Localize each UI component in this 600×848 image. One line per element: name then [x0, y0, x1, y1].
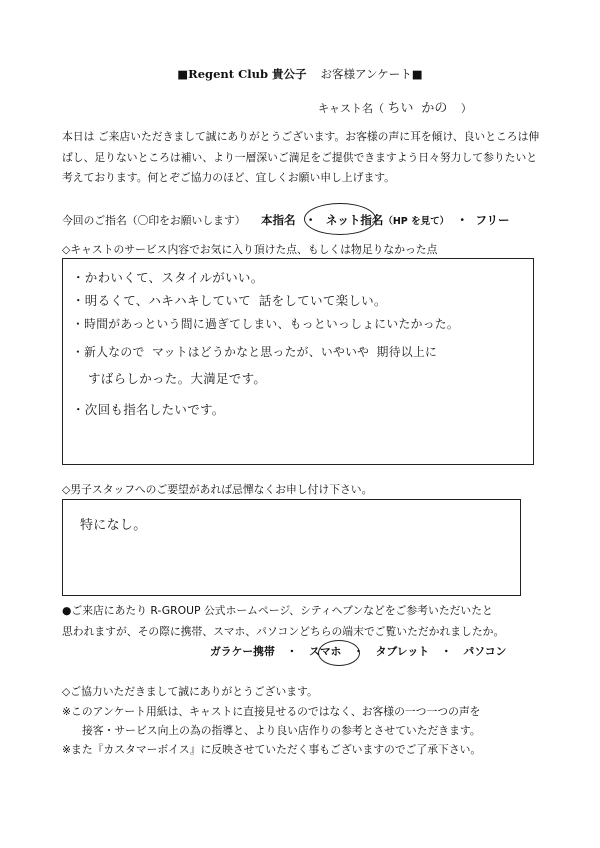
- answer-line-1: ・かわいくて、スタイルがいい。: [72, 270, 264, 285]
- store-name: ■Regent Club 貴公子: [177, 67, 307, 81]
- designation-prompt: 今回のご指名（〇印をお願いします）: [62, 214, 246, 227]
- option-net: ネット指名: [325, 213, 384, 227]
- answer-line-4: ・新人なので マットはどうかなと思ったが、いやいや 期待以上に: [72, 345, 438, 359]
- smartphone-circle-mark: [318, 640, 360, 666]
- survey-title: お客様アンケート■: [320, 67, 423, 81]
- footer-line-1: ◇ご協力いただきまして誠にありがとうございます。: [62, 685, 318, 698]
- section3-line-2: 思われますが、その際に携帯、スマホ、パソコンどちらの端末でご覧いただかれましたか。: [62, 625, 505, 638]
- designation-row: [62, 212, 510, 228]
- greeting-paragraph: 本日は ご来店いただきまして誠にありがとうございます。お客様の声に耳を傾け、良いところは伸ばし、足りないところは補い、より一層深いご満足をご提供できますよう日々努力して参りたいと考えております。何とぞご協力のほど、宜しくお願い申し上げます。: [62, 130, 540, 184]
- section1-answer-box: [62, 258, 534, 465]
- answer-line-6: ・次回も指名したいです。: [72, 402, 225, 417]
- cast-name-handwritten: ちい かの: [387, 101, 448, 116]
- option-net-note: （HP を見て）: [383, 216, 450, 227]
- section2-title: ◇男子スタッフへのご要望があれば忌憚なくお申し付け下さい。: [62, 483, 373, 496]
- footer-line-4: ※また『カスタマーボイス』に反映させていただく事もございますのでご了承下さい。: [62, 743, 482, 756]
- section1-title: ◇キャストのサービス内容でお気に入り頂けた点、もしくは物足りなかった点: [62, 243, 438, 256]
- option-regular: 本指名: [260, 213, 296, 227]
- device-pc: パソコン: [463, 645, 507, 658]
- section3-line-1: ●ご来店にあたり R-GROUP 公式ホームページ、シティヘブンなどをご参考いただいたと: [62, 604, 493, 617]
- answer-line-5: すばらしかった。大満足です。: [88, 371, 267, 386]
- sep-2: ・: [456, 213, 469, 227]
- form-title: [0, 66, 600, 82]
- net-designation-circle-mark: [304, 203, 376, 235]
- footer-line-3: 接客・サービス向上の為の指導と、より良い店作りの参考とさせていただきます。: [82, 724, 481, 737]
- footer-line-2: ※このアンケート用紙は、キャストに直接見せるのではなく、お客様の一つ一つの声を: [62, 705, 481, 718]
- device-smartphone: スマホ: [309, 645, 342, 658]
- cast-close: ）: [460, 102, 472, 115]
- sep-1: ・: [304, 213, 317, 227]
- device-feature-phone: ガラケー携帯: [210, 645, 275, 658]
- staff-answer: 特になし。: [80, 518, 147, 533]
- cast-name-row: [318, 97, 472, 116]
- answer-line-3: ・時間があっという間に過ぎてしまい、もっといっしょにいたかった。: [72, 317, 459, 331]
- cast-label: キャスト名（: [318, 102, 384, 115]
- sep-3: ・: [286, 645, 298, 658]
- device-tablet: タブレット: [375, 645, 430, 658]
- sep-4: ・: [353, 645, 364, 658]
- sep-5: ・: [440, 645, 452, 658]
- answer-line-2: ・明るくて、ハキハキしていて 話をしていて楽しい。: [72, 293, 387, 308]
- option-free: フリー: [475, 213, 510, 227]
